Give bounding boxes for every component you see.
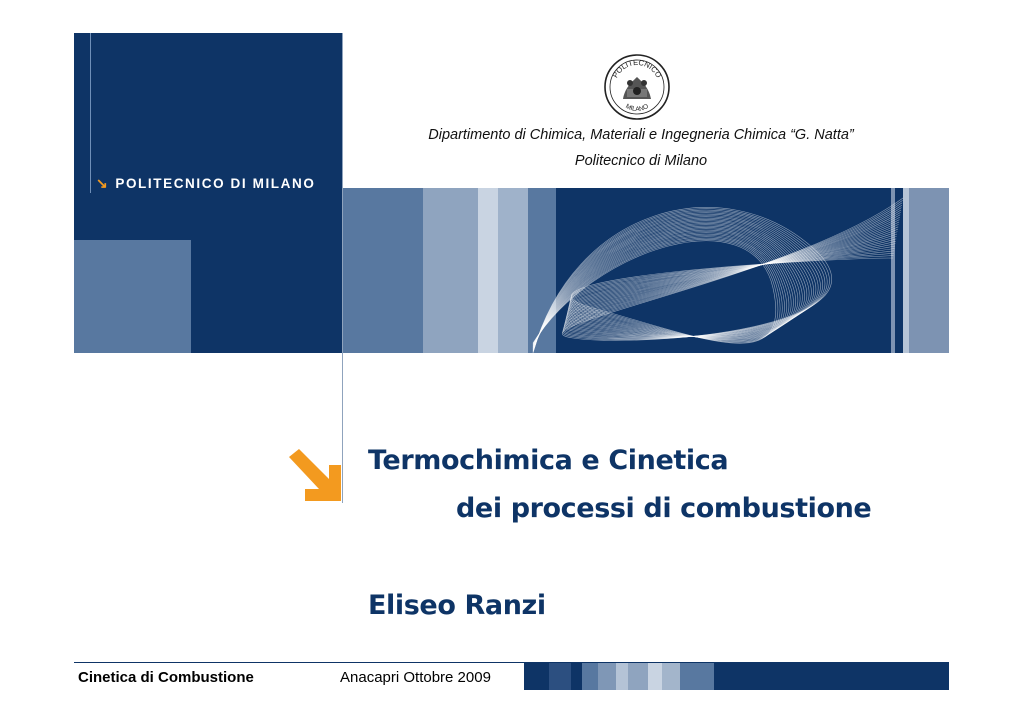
seal-text-bottom: MILANO (624, 102, 650, 114)
brand-divider (90, 33, 91, 193)
header-banner (343, 188, 949, 353)
brand-name: POLITECNICO DI MILANO (115, 176, 316, 191)
seal-text-top: POLITECNICO (610, 57, 664, 80)
footer-stripes (524, 663, 949, 690)
presentation-title-line-1: Termochimica e Cinetica (368, 445, 729, 476)
department-name: Dipartimento di Chimica, Materiali e Ingegneria Chimica “G. Natta” (428, 127, 854, 143)
brand-panel-accent (74, 240, 191, 353)
brand-logo (96, 175, 315, 192)
presentation-title-line-2: dei processi di combustione (456, 493, 872, 524)
footer-event: Anacapri Ottobre 2009 (340, 669, 491, 686)
school-name: Politecnico di Milano (574, 153, 708, 169)
brand-arrow-icon: ↘ (96, 175, 110, 191)
university-seal-icon (603, 53, 671, 121)
author-name: Eliseo Ranzi (368, 590, 546, 621)
title-arrow-icon (283, 447, 343, 503)
footer-course: Cinetica di Combustione (78, 669, 254, 686)
